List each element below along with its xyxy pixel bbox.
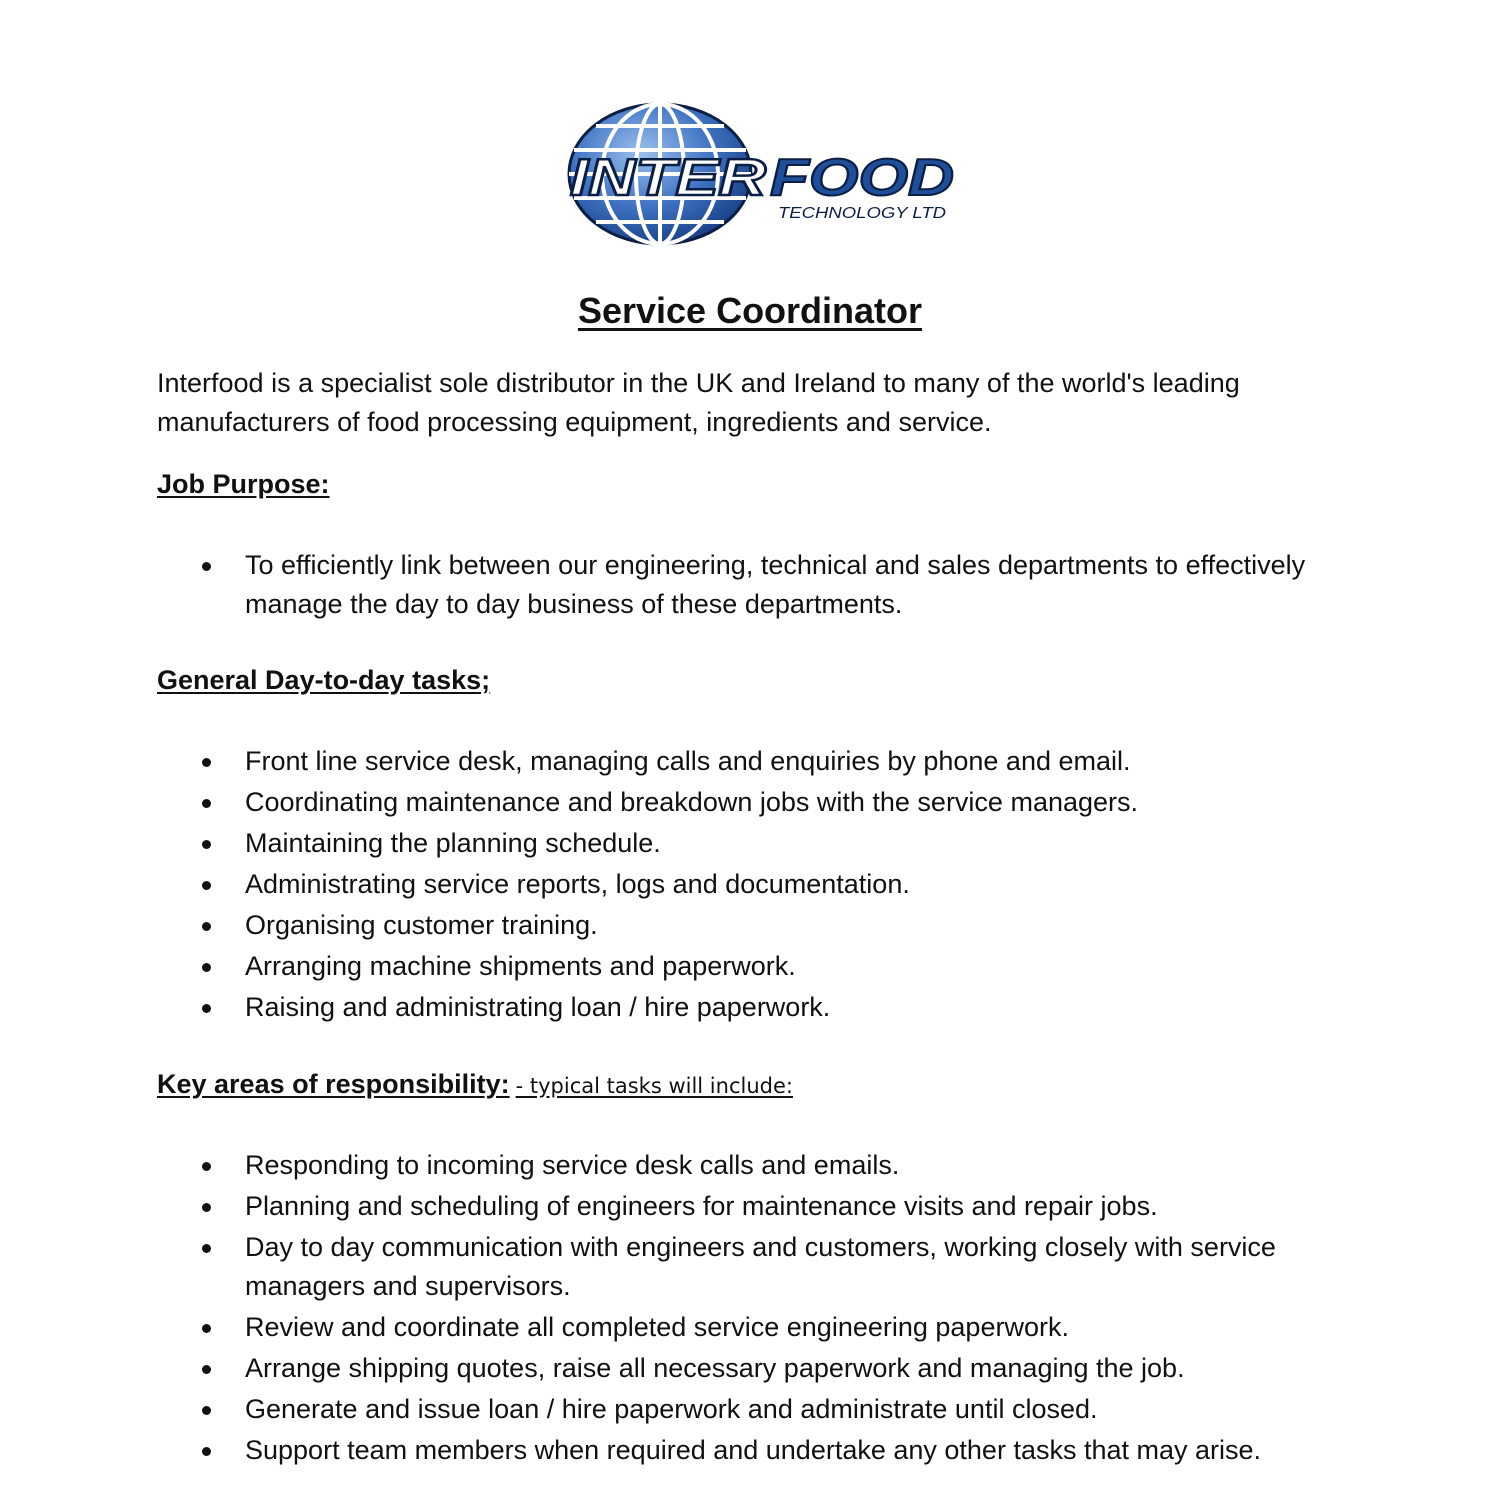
job-purpose-list	[157, 546, 1397, 626]
list-item: Generate and issue loan / hire paperwork and administrate until closed.	[157, 1390, 1397, 1429]
list-item: Review and coordinate all completed service engineering paperwork.	[157, 1308, 1397, 1347]
list-item: Support team members when required and undertake any other tasks that may arise.	[157, 1431, 1397, 1470]
page-title: Service Coordinator	[577, 290, 923, 331]
list-item: Arranging machine shipments and paperwork.	[157, 947, 1397, 986]
list-item: Front line service desk, managing calls and enquiries by phone and email.	[157, 742, 1397, 781]
interfood-logo	[566, 100, 966, 248]
list-item: Maintaining the planning schedule.	[157, 824, 1397, 863]
key-areas-list	[157, 1146, 1397, 1472]
key-areas-note: - typical tasks will include:	[515, 1074, 793, 1098]
list-item: Day to day communication with engineers and customers, working closely with service managers and supervisors.	[157, 1228, 1397, 1306]
general-tasks-heading: General Day-to-day tasks;	[157, 665, 491, 695]
logo-brand-right: FOOD	[770, 149, 954, 207]
list-item: Organising customer training.	[157, 906, 1397, 945]
list-item: Responding to incoming service desk calls and emails.	[157, 1146, 1397, 1185]
list-item: Administrating service reports, logs and documentation.	[157, 865, 1397, 904]
logo-tagline: TECHNOLOGY LTD	[778, 205, 947, 222]
key-areas-heading-text: Key areas of responsibility:	[157, 1069, 510, 1099]
list-item: To efficiently link between our engineering, technical and sales departments to effectively manage the day to day business of these departments.	[157, 546, 1397, 624]
list-item: Coordinating maintenance and breakdown jobs with the service managers.	[157, 783, 1397, 822]
key-areas-heading	[157, 1066, 793, 1104]
list-item: Planning and scheduling of engineers for maintenance visits and repair jobs.	[157, 1187, 1397, 1226]
logo-brand-left: INTER	[570, 149, 767, 207]
intro-paragraph: Interfood is a specialist sole distributor in the UK and Ireland to many of the world's leading manufacturers of food processing equipment, ingredients and service.	[157, 368, 1240, 437]
list-item: Arrange shipping quotes, raise all necessary paperwork and managing the job.	[157, 1349, 1397, 1388]
job-purpose-heading: Job Purpose:	[157, 469, 330, 499]
list-item: Raising and administrating loan / hire paperwork.	[157, 988, 1397, 1027]
general-tasks-list	[157, 742, 1397, 1029]
